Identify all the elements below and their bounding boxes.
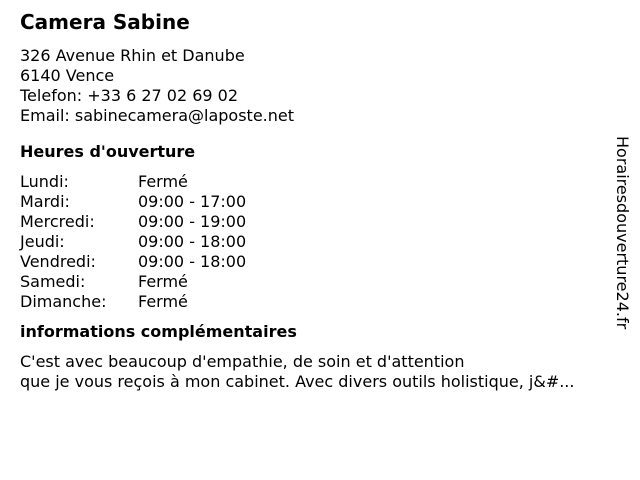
day-hours: Fermé <box>138 272 188 291</box>
day-hours: Fermé <box>138 172 188 191</box>
hours-row-monday <box>20 172 620 192</box>
additional-info-text <box>20 352 620 392</box>
hours-row-wednesday <box>20 212 620 232</box>
hours-row-sunday <box>20 292 620 312</box>
additional-info-heading: informations complémentaires <box>20 322 297 341</box>
day-label: Vendredi: <box>20 252 96 271</box>
day-label: Mercredi: <box>20 212 95 231</box>
day-label: Dimanche: <box>20 292 107 311</box>
day-label: Lundi: <box>20 172 69 191</box>
site-watermark: Horairesdouverture24.fr <box>613 136 632 330</box>
business-name: Camera Sabine <box>20 10 190 34</box>
day-label: Jeudi: <box>20 232 65 251</box>
day-hours: 09:00 - 18:00 <box>138 232 247 251</box>
day-hours: Fermé <box>138 292 188 311</box>
hours-row-tuesday <box>20 192 620 212</box>
day-label: Mardi: <box>20 192 70 211</box>
phone: Telefon: +33 6 27 02 69 02 <box>20 86 239 105</box>
contact-block <box>20 46 620 126</box>
street-address: 326 Avenue Rhin et Danube <box>20 46 245 65</box>
city: 6140 Vence <box>20 66 115 85</box>
business-card <box>20 8 620 392</box>
hours-row-thursday <box>20 232 620 252</box>
day-label: Samedi: <box>20 272 86 291</box>
day-hours: 09:00 - 18:00 <box>138 252 247 271</box>
opening-hours-table <box>20 172 620 312</box>
hours-row-saturday <box>20 272 620 292</box>
info-line: que je vous reçois à mon cabinet. Avec divers outils holistique, j&#... <box>20 372 575 391</box>
opening-hours-heading: Heures d'ouverture <box>20 142 196 161</box>
email: Email: sabinecamera@laposte.net <box>20 106 294 125</box>
info-line: C'est avec beaucoup d'empathie, de soin et d'attention <box>20 352 465 371</box>
day-hours: 09:00 - 17:00 <box>138 192 247 211</box>
hours-row-friday <box>20 252 620 272</box>
day-hours: 09:00 - 19:00 <box>138 212 247 231</box>
